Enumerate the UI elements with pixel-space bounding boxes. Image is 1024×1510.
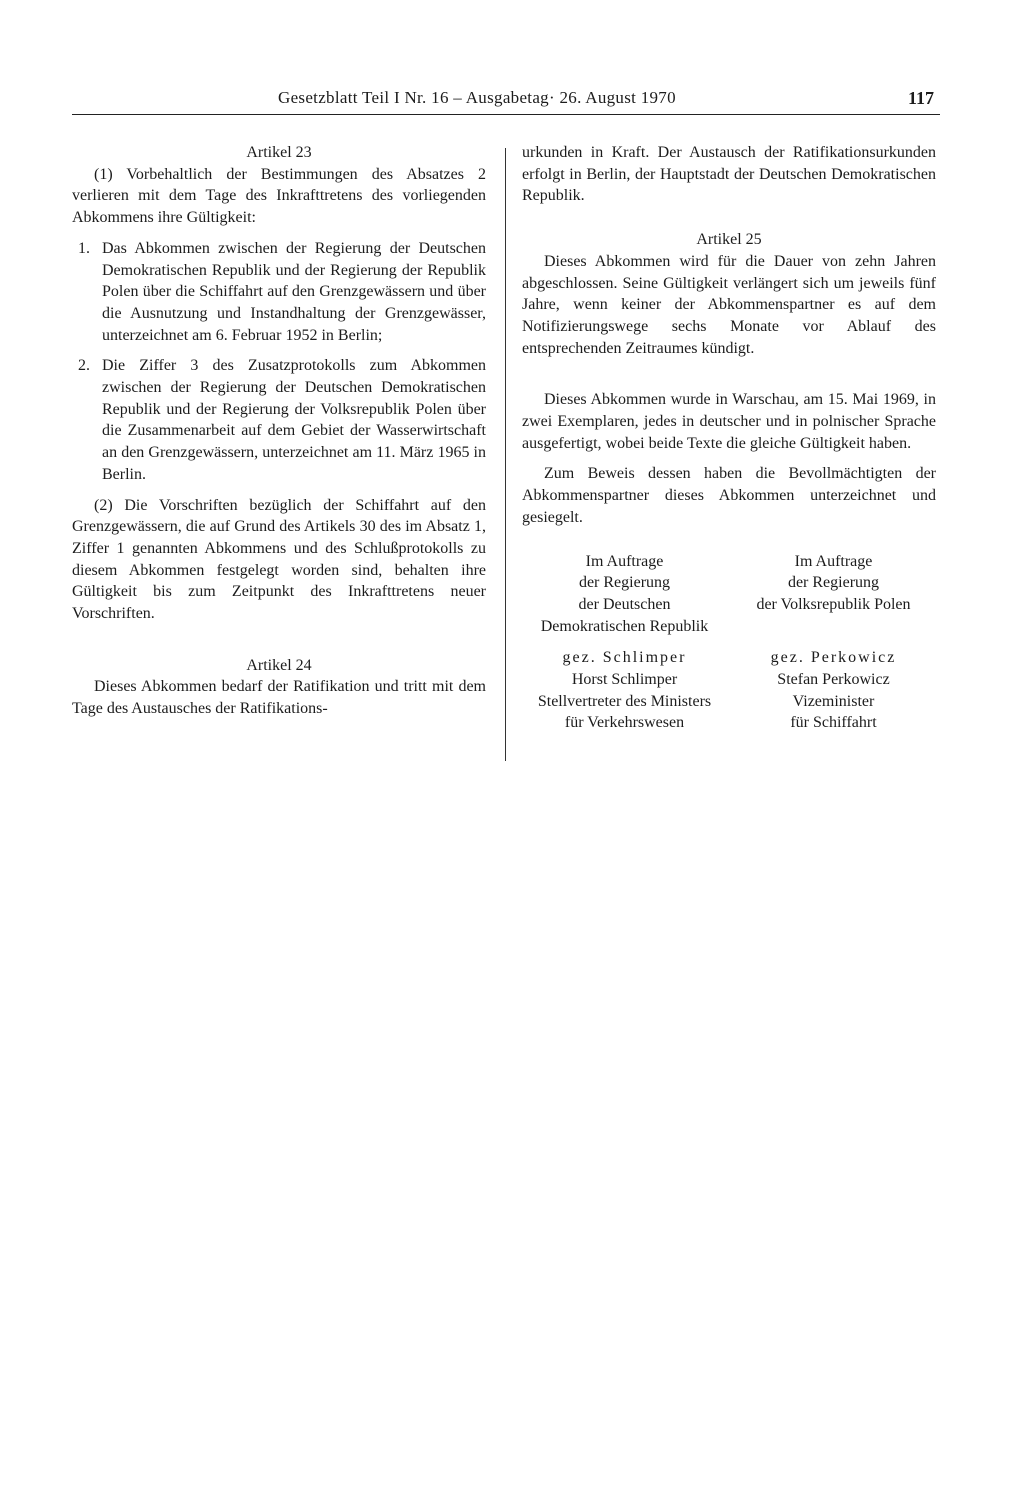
signatory-title: Stellvertreter des Ministers — [537, 692, 712, 710]
right-column — [522, 142, 936, 734]
mandate-line: der Deutschen — [578, 595, 671, 613]
signature-gez: gez. Schlimper — [562, 649, 687, 667]
list-item-number: 1. — [78, 239, 90, 257]
signature-gez: gez. Perkowicz — [770, 649, 897, 667]
list-item — [72, 355, 486, 485]
mandate-line: Im Auftrage — [585, 552, 664, 570]
mandate-line: der Volksrepublik Polen — [756, 595, 911, 613]
article-23-paragraph-1: (1) Vorbehaltlich der Bestimmungen des Absatzes 2 verlieren mit dem Tage des Inkrafttretens des vorliegenden Abkommens ihre Gültigkeit: — [72, 165, 486, 227]
closing-paragraph-1: Dieses Abkommen wurde in Warschau, am 15. Mai 1969, in zwei Exemplaren, jedes in deutscher und in polnischer Sprache ausgefertigt, wobei beide Texte die gleiche Gültigkeit haben. — [522, 391, 936, 452]
article-24-continuation: urkunden in Kraft. Der Austausch der Ratifikationsurkunden erfolgt in Berlin, der Hauptstadt der Deutschen Demokratischen Republik. — [522, 144, 936, 205]
mandate-line: Demokratischen Republik — [540, 617, 709, 635]
left-column — [72, 142, 486, 720]
signatory-gdr — [522, 551, 727, 735]
article-25-heading: Artikel 25 — [696, 231, 762, 249]
closing-paragraph-2: Zum Beweis dessen haben die Bevollmächtigten der Abkommenspartner dieses Abkommen unterzeichnet und gesiegelt. — [522, 465, 936, 526]
signatory-name: Stefan Perkowicz — [777, 671, 890, 689]
page-header — [72, 88, 940, 115]
mandate-line: der Regierung — [787, 574, 880, 592]
running-title: Gesetzblatt Teil I Nr. 16 – Ausgabetag· 26. August 1970 — [278, 88, 676, 107]
column-divider — [505, 148, 506, 761]
signature-block — [522, 551, 936, 735]
page-number: 117 — [907, 88, 934, 108]
mandate-line: Im Auftrage — [794, 552, 873, 570]
list-item-text: Das Abkommen zwischen der Regierung der Deutschen Demokratischen Republik und der Regierung der Republik Polen über die Schiffahrt auf den Grenzgewässern und über die Ausnutzung und Instandhaltung der Grenzgewässer, unterzeichnet am 6. Februar 1952 in Berlin; — [102, 239, 486, 344]
signatory-poland — [731, 551, 936, 735]
list-item — [72, 238, 486, 347]
article-23-paragraph-2: (2) Die Vorschriften bezüglich der Schiffahrt auf den Grenzgewässern, die auf Grund des Artikels 30 des im Absatz 1, Ziffer 1 genannten Abkommens und des Schlußprotokolls zu diesem Abkommen festgelegt worden sind, behalten ihre Gültigkeit bis zum Zeitpunkt des Inkrafttretens neuer Vorschriften. — [72, 496, 486, 623]
list-item-number: 2. — [78, 357, 90, 375]
mandate-spacer — [731, 616, 936, 638]
article-25-text: Dieses Abkommen wird für die Dauer von zehn Jahren abgeschlossen. Seine Gültigkeit verlängert sich um jeweils fünf Jahre, wenn keiner der Abkommenspartner es auf dem Notifizierungswege sechs Monate vor Ablauf des entsprechenden Zeitraumes kündigt. — [522, 252, 936, 357]
article-23-heading: Artikel 23 — [246, 144, 312, 161]
list-item-text: Die Ziffer 3 des Zusatzprotokolls zum Abkommen zwischen der Regierung der Deutschen Demokratischen Republik und der Regierung der Volksrepublik Polen über die Zusammenarbeit auf dem Gebiet der Wasserwirtschaft an den Grenzgewässern, unterzeichnet am 11. März 1965 in Berlin. — [102, 357, 486, 483]
signatory-title: Vizeminister — [792, 692, 875, 710]
signatory-name: Horst Schlimper — [571, 671, 678, 689]
article-24-heading: Artikel 24 — [246, 656, 312, 674]
signatory-title: für Schiffahrt — [790, 714, 877, 732]
mandate-line: der Regierung — [578, 574, 671, 592]
signatory-title: für Verkehrswesen — [564, 714, 685, 732]
article-24-text: Dieses Abkommen bedarf der Ratifikation und tritt mit dem Tage des Austausches der Ratifikations- — [72, 678, 486, 718]
